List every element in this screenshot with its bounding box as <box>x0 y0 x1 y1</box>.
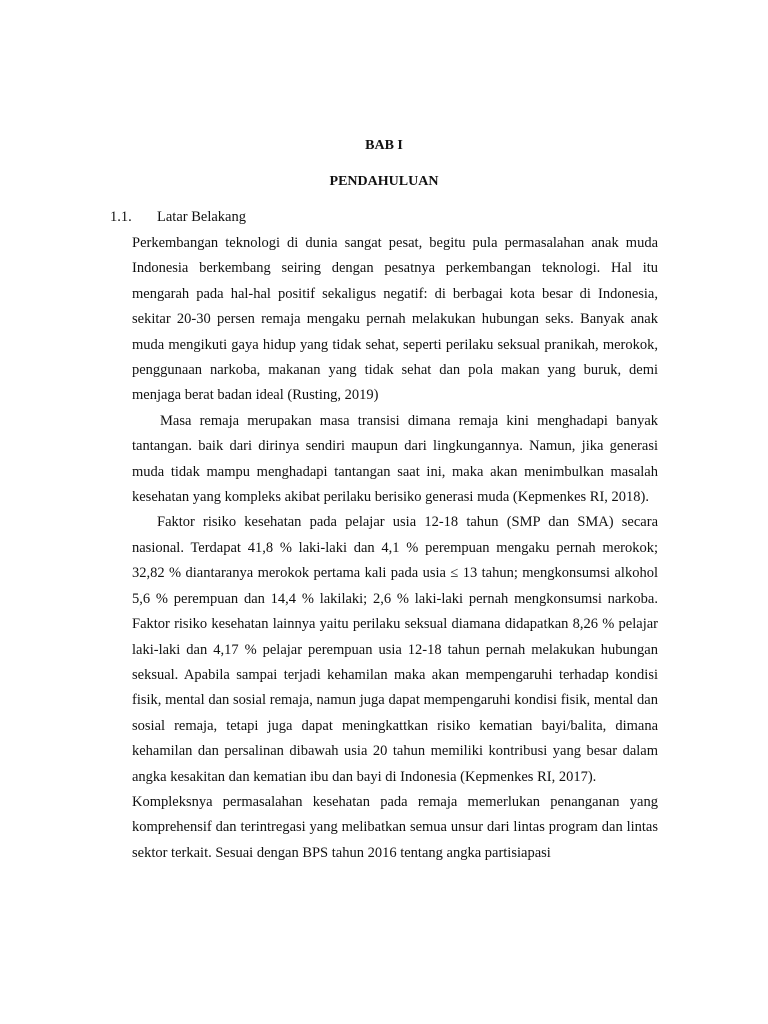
paragraph: Kompleksnya permasalahan kesehatan pada remaja memerlukan penanganan yang komprehensif dan terintregasi yang melibatkan semua unsur dari lintas program dan lintas sektor terkait. Sesuai dengan BPS tahun 2016 tentang angka partisiapasi <box>132 793 658 861</box>
chapter-title: PENDAHULUAN <box>329 174 439 189</box>
paragraph: Perkembangan teknologi di dunia sangat pesat, begitu pula permasalahan anak muda Indonesia berkembang seiring dengan pesatnya perkembangan teknologi. Hal itu mengarah pada hal-hal positif sekaligus negatif: di berbagai kota besar di Indonesia, sekitar 20-30 persen remaja mengaku pernah melakukan hubungan seks. Banyak anak muda mengikuti gaya hidup yang tidak sehat, seperti perilaku seksual pranikah, merokok, penggunaan narkoba, makanan yang tidak sehat dan pola makan yang buruk, demi menjaga berat badan ideal (Rusting, 2019) <box>132 235 658 404</box>
section-number: 1.1. <box>110 209 132 225</box>
paragraph: Masa remaja merupakan masa transisi dimana remaja kini menghadapi banyak tantangan. baik dari dirinya sendiri maupun dari lingkungannya. Namun, jika generasi muda tidak mampu menghadapi tantangan saat ini, maka akan menimbulkan masalah kesehatan yang kompleks akibat perilaku berisiko generasi muda (Kepmenkes RI, 2018). <box>132 412 658 506</box>
section-title: Latar Belakang <box>157 209 246 225</box>
chapter-heading: BAB I <box>365 138 403 153</box>
body-text <box>132 231 658 866</box>
paragraph: Faktor risiko kesehatan pada pelajar usia 12-18 tahun (SMP dan SMA) secara nasional. Terdapat 41,8 % laki-laki dan 4,1 % perempuan mengaku pernah merokok; 32,82 % diantaranya merokok pertama kali pada usia ≤ 13 tahun; mengkonsumsi alkohol 5,6 % perempuan dan 14,4 % lakilaki; 2,6 % laki-laki pernah mengkonsumsi narkoba. Faktor risiko kesehatan lainnya yaitu perilaku seksual diamana didapatkan 8,26 % pelajar laki-laki dan 4,17 % pelajar perempuan usia 12-18 tahun pernah melakukan hubungan seksual. Apabila sampai terjadi kehamilan maka akan mempengaruhi terhadap kondisi fisik, mental dan sosial remaja, namun juga dapat mempengaruhi kondisi fisik, mental dan sosial remaja, tetapi juga dapat meningkattkan risiko kematian bayi/balita, dimana kehamilan dan persalinan dibawah usia 20 tahun memiliki kontribusi yang besar dalam angka kesakitan dan kematian ibu dan bayi di Indonesia (Kepmenkes RI, 2017). <box>132 514 658 785</box>
section-heading <box>110 208 246 226</box>
